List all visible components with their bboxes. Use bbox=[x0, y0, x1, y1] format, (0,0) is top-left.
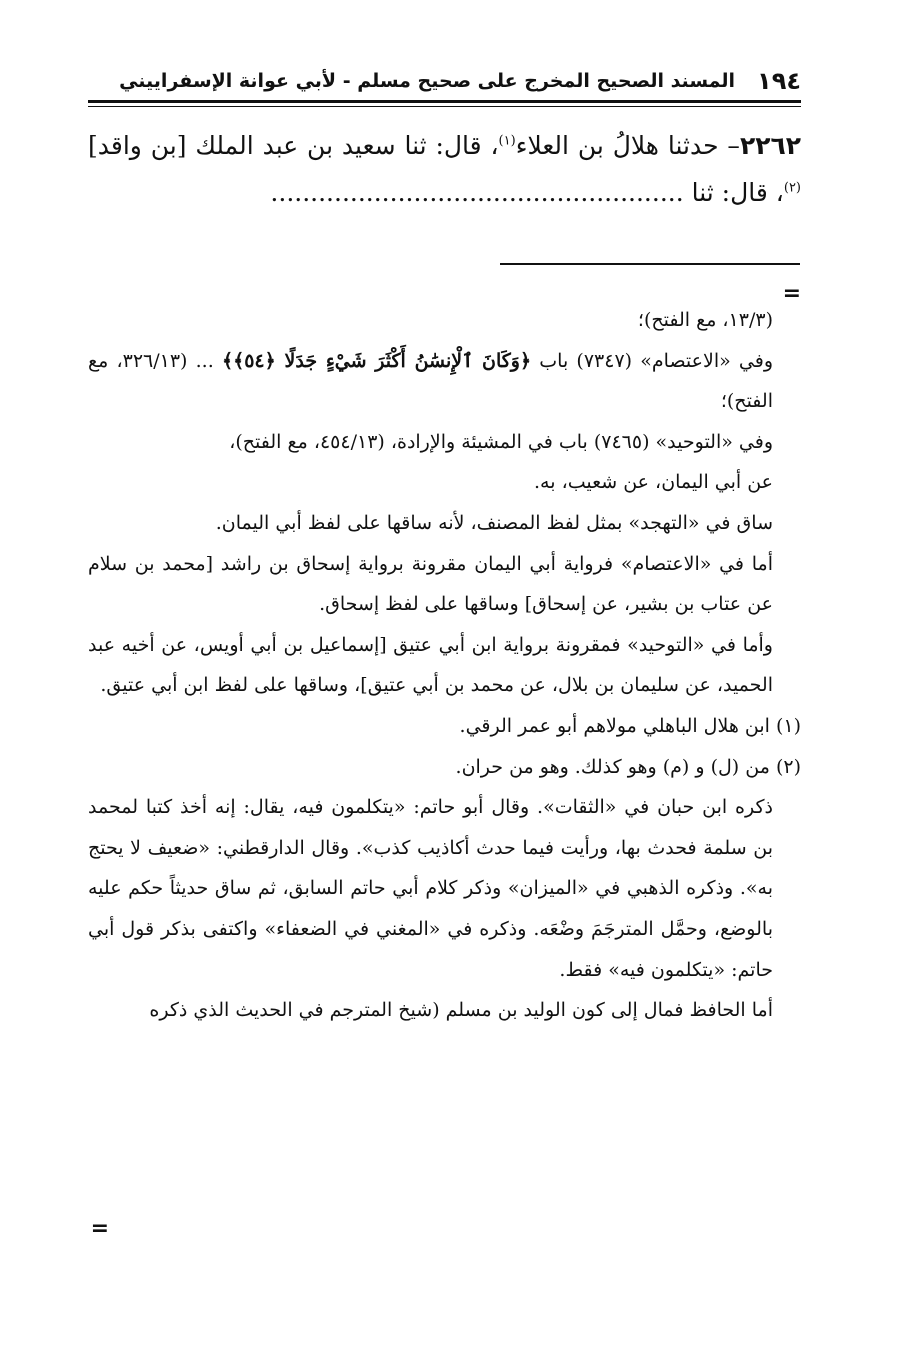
continuation-mark: = bbox=[782, 281, 801, 306]
footnote-ref-1[interactable]: (١) bbox=[498, 133, 516, 149]
footnote-line: وفي «الاعتصام» (٧٣٤٧) باب bbox=[539, 349, 773, 372]
footnote-line: ... (٣٢٦/١٣، مع الفتح)؛ bbox=[88, 349, 773, 413]
continuation-mark-bottom: = bbox=[90, 1216, 109, 1241]
footnote-2-body: ذكره ابن حبان في «الثقات». وقال أبو حاتم: «يتكلمون فيه، يقال: إنه أخذ كتبا لمحمد بن سلمة فحدث بها، ورأيت فيما حدث أكاذيب كذب». وقال الدارقطني: «ضعيف لا يحتج به». وذكره الذهبي في «الميزان» وذكر كلام أبي حاتم السابق، ثم ساق حديثاً حكم عليه بالوضع، وحمَّل المترجَمَ وضْعَه. وذكره في «المغني في الضعفاء» واكتفى بذكر قول أبي حاتم: «يتكلمون فيه» فقط. bbox=[88, 796, 773, 981]
footnote-1: (١) ابن هلال الباهلي مولاهم أبو عمر الرقي. bbox=[459, 714, 801, 737]
page-header bbox=[88, 64, 801, 98]
hadith-line-1b: ، قال: ثنا سعيد بن عبد الملك [بن واقد] bbox=[88, 131, 499, 160]
header-rule-thin bbox=[88, 106, 801, 107]
footnote-line: عن أبي اليمان، عن شعيب، به. bbox=[534, 471, 773, 494]
footnote-2: (٢) من (ل) و (م) وهو كذلك. وهو من حران. bbox=[455, 755, 801, 778]
footnote-line-quran bbox=[88, 341, 801, 422]
hadith-paragraph bbox=[88, 122, 801, 216]
footnote-line: وفي «التوحيد» (٧٤٦٥) باب في المشيئة والإرادة، (٤٥٤/١٣، مع الفتح)، bbox=[229, 430, 773, 453]
hadith-number: ٢٢٦٢ bbox=[739, 131, 801, 160]
lacuna-dots: .................................................... bbox=[270, 178, 684, 207]
footnote-separator bbox=[500, 263, 800, 265]
hadith-line-1: – حدثنا هلالُ بن العلاء bbox=[515, 131, 740, 160]
running-title: المسند الصحيح المخرج على صحيح مسلم - لأبي عوانة الإسفراييني bbox=[119, 70, 736, 92]
footnote-line: ساق في «التهجد» بمثل لفظ المصنف، لأنه ساقها على لفظ أبي اليمان. bbox=[215, 511, 773, 534]
footnote-ref-2[interactable]: (٢) bbox=[783, 180, 801, 196]
footnote-2-body: أما الحافظ فمال إلى كون الوليد بن مسلم (شيخ المترجم في الحديث الذي ذكره bbox=[149, 999, 773, 1022]
page-number: ١٩٤ bbox=[757, 67, 801, 95]
hadith-line-2: ، قال: ثنا bbox=[691, 178, 784, 207]
footnotes bbox=[88, 300, 801, 1031]
quran-verse: ﴿وَكَانَ ٱلْإِنسَٰنُ أَكْثَرَ شَيْءٍ جَدَلًا ﴿٥٤﴾﴾ bbox=[221, 349, 532, 372]
header-rule-thick bbox=[88, 100, 801, 103]
footnote-line: (١٣/٣، مع الفتح)؛ bbox=[637, 309, 773, 331]
hadith-text bbox=[88, 122, 801, 216]
footnote-line: وأما في «التوحيد» فمقرونة برواية ابن أبي عتيق [إسماعيل بن أبي أويس، عن أخيه عبد الحميد، عن سليمان بن بلال، عن محمد بن أبي عتيق]، وساقها على لفظ ابن أبي عتيق. bbox=[88, 633, 773, 697]
footnote-line: أما في «الاعتصام» فرواية أبي اليمان مقرونة برواية إسحاق بن راشد [محمد بن سلام عن عتاب بن بشير، عن إسحاق] وساقها على لفظ إسحاق. bbox=[88, 552, 773, 616]
